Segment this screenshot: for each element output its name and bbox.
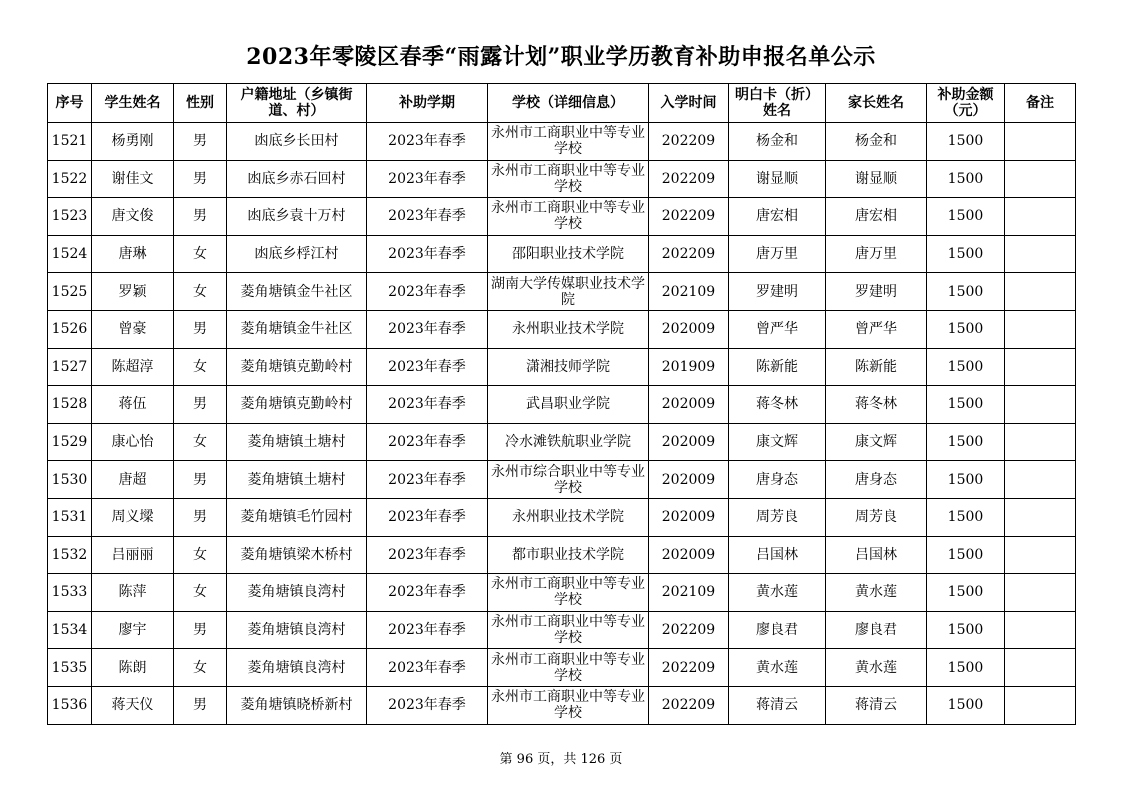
column-header-address: 户籍地址（乡镇街道、村） — [227, 84, 367, 123]
school-cell: 潇湘技师学院 — [488, 348, 649, 386]
column-header-gender: 性别 — [174, 84, 227, 123]
amount-cell: 1500 — [927, 649, 1005, 687]
column-header-student-name: 学生姓名 — [92, 84, 174, 123]
parent-name-cell: 陈新能 — [826, 348, 927, 386]
school-cell: 永州职业技术学院 — [488, 310, 649, 348]
card-name-cell: 罗建明 — [729, 273, 826, 311]
gender-cell: 男 — [174, 611, 227, 649]
index-cell: 1533 — [48, 574, 92, 612]
enroll-date-cell: 202209 — [649, 649, 729, 687]
school-cell: 永州职业技术学院 — [488, 498, 649, 536]
amount-cell: 1500 — [927, 574, 1005, 612]
school-cell: 武昌职业学院 — [488, 386, 649, 424]
student-name-cell: 杨勇刚 — [92, 123, 174, 161]
column-header-remark: 备注 — [1005, 84, 1076, 123]
remark-cell — [1005, 123, 1076, 161]
card-name-cell: 杨金和 — [729, 123, 826, 161]
parent-name-cell: 蒋清云 — [826, 686, 927, 724]
enroll-date-cell: 202009 — [649, 423, 729, 461]
parent-name-cell: 廖良君 — [826, 611, 927, 649]
remark-cell — [1005, 649, 1076, 687]
parent-name-cell: 康文辉 — [826, 423, 927, 461]
parent-name-cell: 唐身态 — [826, 461, 927, 499]
gender-cell: 男 — [174, 123, 227, 161]
address-cell: 菱角塘镇土塘村 — [227, 423, 367, 461]
address-cell: 凼底乡赤石回村 — [227, 160, 367, 198]
school-cell: 邵阳职业技术学院 — [488, 235, 649, 273]
table-row — [48, 461, 1076, 499]
index-cell: 1527 — [48, 348, 92, 386]
term-cell: 2023年春季 — [367, 536, 488, 574]
index-cell: 1526 — [48, 310, 92, 348]
amount-cell: 1500 — [927, 235, 1005, 273]
card-name-cell: 康文辉 — [729, 423, 826, 461]
card-name-cell: 黄水莲 — [729, 574, 826, 612]
parent-name-cell: 谢显顺 — [826, 160, 927, 198]
column-header-card-name: 明白卡（折）姓名 — [729, 84, 826, 123]
parent-name-cell: 曾严华 — [826, 310, 927, 348]
address-cell: 凼底乡桴江村 — [227, 235, 367, 273]
address-cell: 凼底乡袁十万村 — [227, 198, 367, 236]
address-cell: 菱角塘镇梁木桥村 — [227, 536, 367, 574]
student-name-cell: 唐超 — [92, 461, 174, 499]
remark-cell — [1005, 498, 1076, 536]
table-row — [48, 574, 1076, 612]
student-name-cell: 陈超淳 — [92, 348, 174, 386]
index-cell: 1523 — [48, 198, 92, 236]
remark-cell — [1005, 198, 1076, 236]
table-row — [48, 310, 1076, 348]
remark-cell — [1005, 235, 1076, 273]
remark-cell — [1005, 574, 1076, 612]
column-header-parent-name: 家长姓名 — [826, 84, 927, 123]
remark-cell — [1005, 310, 1076, 348]
term-cell: 2023年春季 — [367, 386, 488, 424]
gender-cell: 女 — [174, 348, 227, 386]
card-name-cell: 黄水莲 — [729, 649, 826, 687]
enroll-date-cell: 202209 — [649, 235, 729, 273]
table-row — [48, 498, 1076, 536]
card-name-cell: 唐万里 — [729, 235, 826, 273]
card-name-cell: 蒋冬林 — [729, 386, 826, 424]
student-name-cell: 陈萍 — [92, 574, 174, 612]
student-name-cell: 唐琳 — [92, 235, 174, 273]
gender-cell: 男 — [174, 310, 227, 348]
index-cell: 1522 — [48, 160, 92, 198]
parent-name-cell: 蒋冬林 — [826, 386, 927, 424]
table-row — [48, 160, 1076, 198]
school-cell: 都市职业技术学院 — [488, 536, 649, 574]
parent-name-cell: 杨金和 — [826, 123, 927, 161]
gender-cell: 男 — [174, 461, 227, 499]
enroll-date-cell: 202209 — [649, 686, 729, 724]
index-cell: 1531 — [48, 498, 92, 536]
school-cell: 永州市工商职业中等专业学校 — [488, 123, 649, 161]
address-cell: 菱角塘镇克勤岭村 — [227, 386, 367, 424]
address-cell: 菱角塘镇土塘村 — [227, 461, 367, 499]
gender-cell: 男 — [174, 498, 227, 536]
student-name-cell: 谢佳文 — [92, 160, 174, 198]
column-header-index: 序号 — [48, 84, 92, 123]
table-row — [48, 423, 1076, 461]
term-cell: 2023年春季 — [367, 235, 488, 273]
student-name-cell: 蒋天仪 — [92, 686, 174, 724]
amount-cell: 1500 — [927, 611, 1005, 649]
school-cell: 永州市工商职业中等专业学校 — [488, 649, 649, 687]
amount-cell: 1500 — [927, 461, 1005, 499]
index-cell: 1530 — [48, 461, 92, 499]
remark-cell — [1005, 536, 1076, 574]
term-cell: 2023年春季 — [367, 686, 488, 724]
index-cell: 1532 — [48, 536, 92, 574]
enroll-date-cell: 202009 — [649, 386, 729, 424]
amount-cell: 1500 — [927, 273, 1005, 311]
table-row — [48, 273, 1076, 311]
term-cell: 2023年春季 — [367, 273, 488, 311]
student-name-cell: 罗颖 — [92, 273, 174, 311]
term-cell: 2023年春季 — [367, 649, 488, 687]
address-cell: 菱角塘镇毛竹园村 — [227, 498, 367, 536]
term-cell: 2023年春季 — [367, 310, 488, 348]
address-cell: 菱角塘镇克勤岭村 — [227, 348, 367, 386]
table-row — [48, 198, 1076, 236]
column-header-amount: 补助金额（元） — [927, 84, 1005, 123]
term-cell: 2023年春季 — [367, 423, 488, 461]
parent-name-cell: 黄水莲 — [826, 649, 927, 687]
table-row — [48, 386, 1076, 424]
card-name-cell: 陈新能 — [729, 348, 826, 386]
amount-cell: 1500 — [927, 536, 1005, 574]
student-name-cell: 曾豪 — [92, 310, 174, 348]
amount-cell: 1500 — [927, 686, 1005, 724]
remark-cell — [1005, 160, 1076, 198]
remark-cell — [1005, 348, 1076, 386]
index-cell: 1529 — [48, 423, 92, 461]
school-cell: 永州市工商职业中等专业学校 — [488, 198, 649, 236]
enroll-date-cell: 201909 — [649, 348, 729, 386]
student-name-cell: 陈朗 — [92, 649, 174, 687]
student-name-cell: 吕丽丽 — [92, 536, 174, 574]
remark-cell — [1005, 423, 1076, 461]
gender-cell: 女 — [174, 235, 227, 273]
index-cell: 1534 — [48, 611, 92, 649]
gender-cell: 男 — [174, 386, 227, 424]
enroll-date-cell: 202209 — [649, 160, 729, 198]
enroll-date-cell: 202009 — [649, 498, 729, 536]
enroll-date-cell: 202009 — [649, 461, 729, 499]
parent-name-cell: 黄水莲 — [826, 574, 927, 612]
gender-cell: 女 — [174, 423, 227, 461]
remark-cell — [1005, 686, 1076, 724]
address-cell: 菱角塘镇金牛社区 — [227, 273, 367, 311]
page-title: 2023年零陵区春季“雨露计划”职业学历教育补助申报名单公示 — [246, 44, 876, 70]
address-cell: 菱角塘镇良湾村 — [227, 574, 367, 612]
subsidy-roster-table — [47, 83, 1076, 725]
enroll-date-cell: 202109 — [649, 574, 729, 612]
gender-cell: 女 — [174, 273, 227, 311]
address-cell: 凼底乡长田村 — [227, 123, 367, 161]
school-cell: 永州市工商职业中等专业学校 — [488, 611, 649, 649]
table-row — [48, 649, 1076, 687]
card-name-cell: 唐宏相 — [729, 198, 826, 236]
remark-cell — [1005, 273, 1076, 311]
column-header-school: 学校（详细信息） — [488, 84, 649, 123]
card-name-cell: 谢显顺 — [729, 160, 826, 198]
table-body — [48, 123, 1076, 725]
table-row — [48, 536, 1076, 574]
enroll-date-cell: 202009 — [649, 536, 729, 574]
gender-cell: 男 — [174, 160, 227, 198]
school-cell: 冷水滩铁航职业学院 — [488, 423, 649, 461]
school-cell: 永州市工商职业中等专业学校 — [488, 574, 649, 612]
term-cell: 2023年春季 — [367, 498, 488, 536]
gender-cell: 女 — [174, 649, 227, 687]
card-name-cell: 唐身态 — [729, 461, 826, 499]
parent-name-cell: 唐宏相 — [826, 198, 927, 236]
amount-cell: 1500 — [927, 198, 1005, 236]
header-row — [48, 84, 1076, 123]
index-cell: 1525 — [48, 273, 92, 311]
gender-cell: 女 — [174, 536, 227, 574]
enroll-date-cell: 202209 — [649, 198, 729, 236]
amount-cell: 1500 — [927, 386, 1005, 424]
term-cell: 2023年春季 — [367, 198, 488, 236]
amount-cell: 1500 — [927, 310, 1005, 348]
student-name-cell: 廖宇 — [92, 611, 174, 649]
enroll-date-cell: 202009 — [649, 310, 729, 348]
address-cell: 菱角塘镇晓桥新村 — [227, 686, 367, 724]
school-cell: 永州市综合职业中等专业学校 — [488, 461, 649, 499]
card-name-cell: 廖良君 — [729, 611, 826, 649]
index-cell: 1521 — [48, 123, 92, 161]
student-name-cell: 唐文俊 — [92, 198, 174, 236]
table-row — [48, 348, 1076, 386]
enroll-date-cell: 202209 — [649, 611, 729, 649]
term-cell: 2023年春季 — [367, 574, 488, 612]
amount-cell: 1500 — [927, 123, 1005, 161]
address-cell: 菱角塘镇金牛社区 — [227, 310, 367, 348]
index-cell: 1536 — [48, 686, 92, 724]
address-cell: 菱角塘镇良湾村 — [227, 649, 367, 687]
index-cell: 1528 — [48, 386, 92, 424]
page-number-footer: 第 96 页，共 126 页 — [499, 752, 623, 767]
column-header-enroll-date: 入学时间 — [649, 84, 729, 123]
term-cell: 2023年春季 — [367, 461, 488, 499]
gender-cell: 男 — [174, 198, 227, 236]
address-cell: 菱角塘镇良湾村 — [227, 611, 367, 649]
amount-cell: 1500 — [927, 348, 1005, 386]
card-name-cell: 蒋清云 — [729, 686, 826, 724]
remark-cell — [1005, 461, 1076, 499]
amount-cell: 1500 — [927, 423, 1005, 461]
remark-cell — [1005, 386, 1076, 424]
parent-name-cell: 唐万里 — [826, 235, 927, 273]
term-cell: 2023年春季 — [367, 123, 488, 161]
remark-cell — [1005, 611, 1076, 649]
table-header — [48, 84, 1076, 123]
term-cell: 2023年春季 — [367, 160, 488, 198]
index-cell: 1524 — [48, 235, 92, 273]
school-cell: 永州市工商职业中等专业学校 — [488, 160, 649, 198]
enroll-date-cell: 202109 — [649, 273, 729, 311]
parent-name-cell: 罗建明 — [826, 273, 927, 311]
card-name-cell: 曾严华 — [729, 310, 826, 348]
school-cell: 永州市工商职业中等专业学校 — [488, 686, 649, 724]
card-name-cell: 吕国林 — [729, 536, 826, 574]
enroll-date-cell: 202209 — [649, 123, 729, 161]
student-name-cell: 周义墚 — [92, 498, 174, 536]
card-name-cell: 周芳良 — [729, 498, 826, 536]
amount-cell: 1500 — [927, 498, 1005, 536]
column-header-term: 补助学期 — [367, 84, 488, 123]
parent-name-cell: 吕国林 — [826, 536, 927, 574]
index-cell: 1535 — [48, 649, 92, 687]
table-row — [48, 686, 1076, 724]
table-row — [48, 611, 1076, 649]
student-name-cell: 蒋伍 — [92, 386, 174, 424]
term-cell: 2023年春季 — [367, 348, 488, 386]
student-name-cell: 康心怡 — [92, 423, 174, 461]
table-row — [48, 123, 1076, 161]
gender-cell: 男 — [174, 686, 227, 724]
amount-cell: 1500 — [927, 160, 1005, 198]
table-row — [48, 235, 1076, 273]
school-cell: 湖南大学传媒职业技术学院 — [488, 273, 649, 311]
term-cell: 2023年春季 — [367, 611, 488, 649]
gender-cell: 女 — [174, 574, 227, 612]
parent-name-cell: 周芳良 — [826, 498, 927, 536]
